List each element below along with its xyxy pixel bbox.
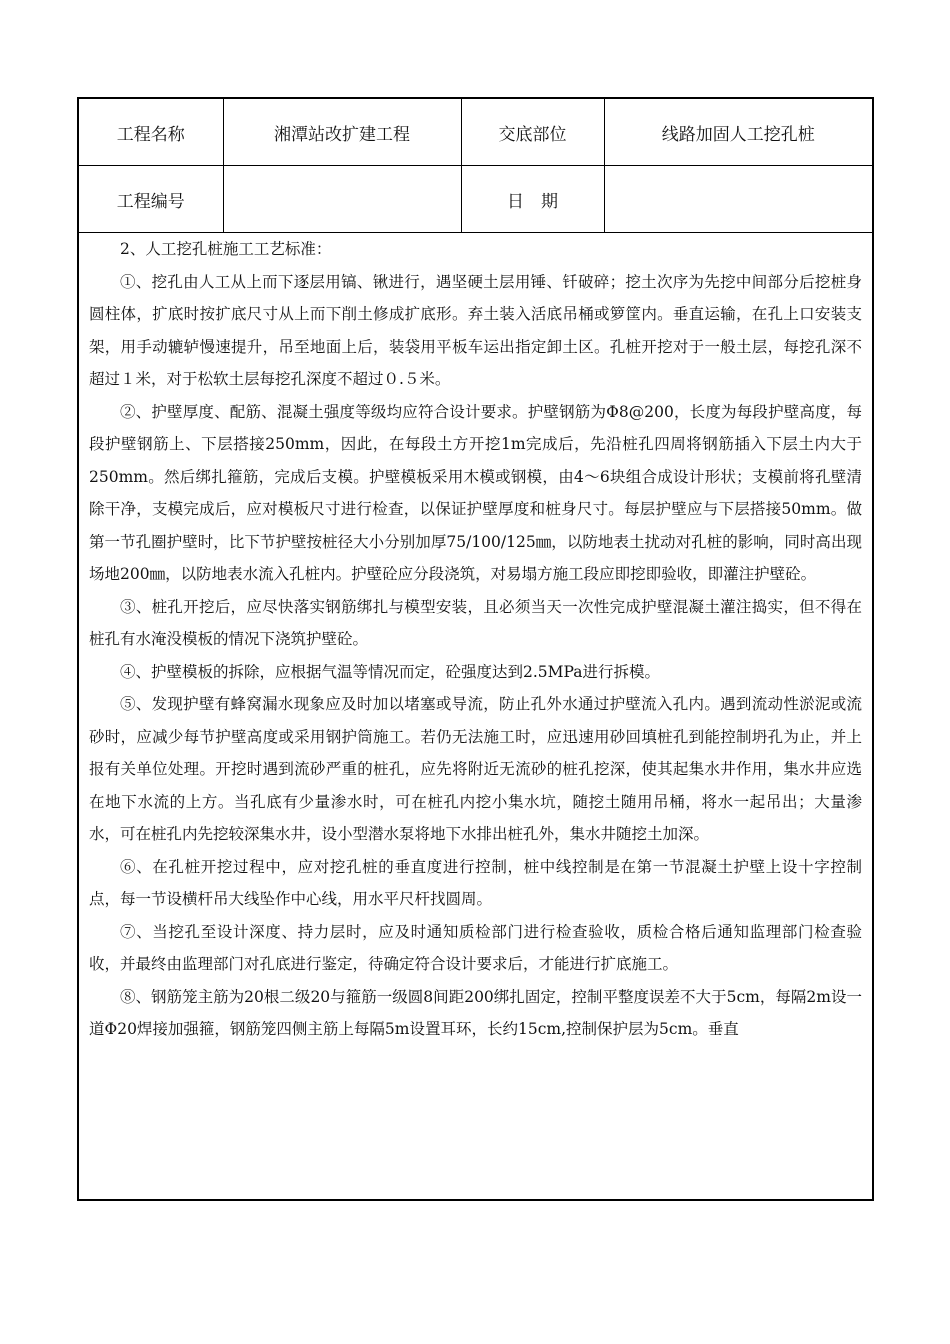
paragraph-5: ⑤、发现护壁有蜂窝漏水现象应及时加以堵塞或导流，防止孔外水通过护壁流入孔内。遇到流动性淤泥或流砂时，应减少每节护壁高度或采用钢护筒施工。若仍无法施工时，应迅速用砂回填桩孔到能控制坍孔为止，并上报有关单位处理。开挖时遇到流砂严重的桩孔，应先将附近无流砂的桩孔挖深，使其起集水井作用，集水井应选在地下水流的上方。当孔底有少量渗水时，可在桩孔内挖小集水坑，随挖土随用吊桶，将水一起吊出；大量渗水，可在桩孔内先挖较深集水井，设小型潜水泵将地下水排出桩孔外，集水井随挖土加深。 [89, 695, 862, 843]
date-label: 日 期 [461, 166, 604, 233]
location-value: 线路加固人工挖孔桩 [604, 99, 872, 166]
paragraph-7: ⑦、当挖孔至设计深度、持力层时，应及时通知质检部门进行检查验收，质检合格后通知监理部门检查验收，并最终由监理部门对孔底进行鉴定，待确定符合设计要求后，才能进行扩底施工。 [89, 922, 862, 973]
paragraph-8: ⑧、钢筋笼主筋为20根二级20与箍筋一级圆8间距200绑扎固定，控制平整度误差不大于5cm，每隔2m设一道Φ20焊接加强箍，钢筋笼四侧主筋上每隔5m设置耳环，长约15cm,控制保护层为5cm。垂直 [89, 987, 862, 1038]
paragraph-1: ①、挖孔由人工从上而下逐层用镐、锹进行，遇坚硬土层用锤、钎破碎；挖土次序为先挖中间部分后挖桩身圆柱体，扩底时按扩底尺寸从上而下削土修成扩底形。弃土装入活底吊桶或箩筐内。垂直运输，在孔上口安装支架，用手动辘轳慢速提升，吊至地面上后，装袋用平板车运出指定卸土区。孔桩开挖对于一般土层，每挖孔深不超过１米，对于松软土层每挖孔深度不超过０.５米。 [89, 272, 862, 388]
location-label: 交底部位 [461, 99, 604, 166]
section-heading: 2、人工挖孔桩施工工艺标准： [120, 240, 332, 258]
disclosure-form [77, 97, 874, 1201]
project-no-label: 工程编号 [79, 166, 223, 233]
content-body [79, 233, 872, 1046]
project-no-value [223, 166, 461, 233]
paragraph-4: ④、护壁模板的拆除，应根据气温等情况而定，砼强度达到2.5MPa进行拆模。 [120, 662, 660, 681]
project-name-label: 工程名称 [79, 99, 223, 166]
project-name-value: 湘潭站改扩建工程 [223, 99, 461, 166]
date-value [604, 166, 872, 233]
header-row-1 [79, 99, 872, 166]
paragraph-2: ②、护壁厚度、配筋、混凝土强度等级均应符合设计要求。护壁钢筋为Φ8@200，长度为每段护壁高度，每段护壁钢筋上、下层搭接250mm，因此，在每段土方开挖1m完成后，先沿桩孔四周将钢筋插入下层土内大于250mm。然后绑扎箍筋，完成后支模。护壁模板采用木模或钢模，由4～6块组合成设计形状；支模前将孔壁清除干净，支模完成后，应对模板尺寸进行检查，以保证护壁厚度和桩身尺寸。每层护壁应与下层搭接50mm。做第一节孔圈护壁时，比下节护壁按桩径大小分别加厚75/100/125㎜，以防地表土扰动对孔桩的影响，同时高出现场地200㎜，以防地表水流入孔桩内。护壁砼应分段浇筑，对易塌方施工段应即挖即验收，即灌注护壁砼。 [89, 402, 862, 583]
header-row-2 [79, 166, 872, 233]
paragraph-3: ③、桩孔开挖后，应尽快落实钢筋绑扎与模型安装，且必须当天一次性完成护壁混凝土灌注捣实，但不得在桩孔有水淹没模板的情况下浇筑护壁砼。 [89, 597, 862, 648]
paragraph-6: ⑥、在孔桩开挖过程中，应对挖孔桩的垂直度进行控制，桩中线控制是在第一节混凝土护壁上设十字控制点，每一节设横杆吊大线坠作中心线，用水平尺杆找圆周。 [89, 857, 862, 908]
header-table [79, 99, 872, 233]
